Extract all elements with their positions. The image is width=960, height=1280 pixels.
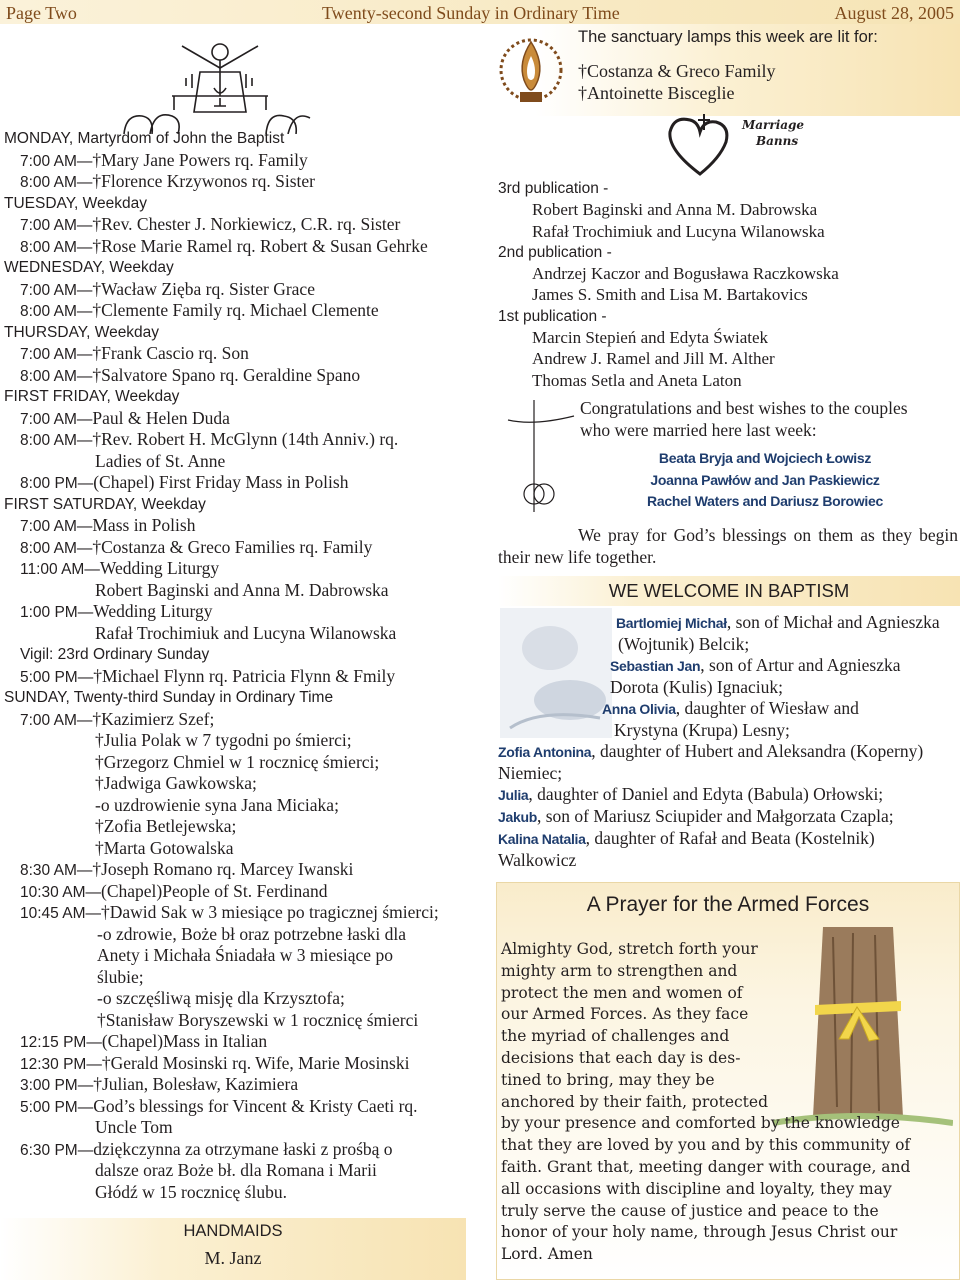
schedule-line: [4, 279, 470, 301]
mass-intention: God’s blessings for Vincent & Kristy Caeti rq.: [93, 1095, 418, 1116]
schedule-line: [4, 601, 470, 623]
banns-label-banns: Banns: [756, 134, 799, 148]
banns-list: [498, 178, 960, 391]
mass-time: 7:00 AM—: [20, 217, 93, 234]
schedule-line: [4, 1139, 470, 1161]
prayer-line: Almighty God, stretch forth your: [501, 940, 758, 958]
handmaids-name: M. Janz: [204, 1248, 262, 1268]
couple-name: Beata Bryja and Wojciech Łowisz: [658, 450, 872, 466]
banns-publication: 3rd publication -: [498, 180, 609, 197]
mass-time: 8:00 AM—: [20, 367, 93, 385]
mass-time: 7:00 AM—: [20, 346, 93, 363]
prayer-line: anchored by their faith, protected: [501, 1092, 769, 1111]
mass-time: 7:00 AM—: [20, 711, 93, 729]
couple-name: Rachel Waters and Dariusz Borowiec: [647, 493, 883, 509]
schedule-line: [4, 537, 470, 559]
schedule-day: TUESDAY, Weekday: [4, 194, 148, 212]
mass-schedule-column: [0, 24, 470, 1280]
mass-time: 8:00 PM—: [20, 475, 94, 492]
schedule-line: [4, 1053, 470, 1075]
baptism-entry: [498, 741, 923, 764]
schedule-line: †Jadwiga Gawkowska;: [95, 773, 257, 793]
mass-time: 7:00 AM—: [20, 518, 93, 535]
mass-intention: Wedding Liturgy: [93, 601, 213, 621]
mass-intention: (Chapel) First Friday Mass in Polish: [93, 472, 349, 492]
schedule-day: WEDNESDAY, Weekday: [4, 259, 174, 276]
schedule-line: [4, 558, 470, 580]
banns-couple: Andrew J. Ramel and Jill M. Alther: [532, 349, 775, 369]
mass-time: 10:30 AM—: [20, 883, 101, 901]
schedule-line: Głódź w 15 rocznicę ślubu.: [95, 1181, 287, 1202]
baptism-header: [498, 576, 960, 606]
mass-time: 8:00 AM—: [20, 174, 93, 191]
mass-intention: †Rev. Chester J. Norkiewicz, C.R. rq. Sister: [92, 214, 401, 234]
mass-intention: †Julian, Bolesław, Kazimiera: [93, 1074, 299, 1094]
schedule-line: [4, 666, 470, 688]
mass-time: 10:45 AM—: [20, 905, 101, 922]
lamp-name: †Costanza & Greco Family: [578, 61, 776, 81]
banns-publication: 1st publication -: [498, 307, 607, 325]
baptism-title: WE WELCOME IN BAPTISM: [608, 580, 850, 601]
bulletin-title: Twenty-second Sunday in Ordinary Time: [322, 3, 620, 23]
baptism-parents: , daughter of Rafał and Beata (Kostelnik): [585, 828, 875, 848]
schedule-line: [4, 214, 470, 236]
prayer-line: truly serve the cause of justice and peace to the: [501, 1201, 879, 1220]
mass-time: 12:15 PM—: [20, 1034, 102, 1051]
baptism-parents: , daughter of Wiesław and: [675, 698, 859, 718]
mass-time: 8:00 AM—: [20, 238, 93, 256]
banns-publication: 2nd publication -: [498, 243, 612, 261]
mass-time: 7:00 AM—: [20, 281, 93, 299]
schedule-line: [4, 1096, 470, 1118]
mass-time: 3:00 PM—: [20, 1077, 94, 1094]
baptism-entry: [616, 612, 940, 635]
prayer-title: A Prayer for the Armed Forces: [586, 893, 870, 916]
schedule-line: [4, 429, 470, 451]
bulletin-date: August 28, 2005: [834, 3, 954, 23]
mass-intention: †Wacław Zięba rq. Sister Grace: [92, 278, 315, 299]
schedule-line: [4, 171, 470, 193]
schedule-line: [4, 236, 470, 258]
page-number: Page Two: [6, 3, 77, 23]
page-header: [0, 0, 960, 24]
prayer-line: faith. Grant that, meeting danger with courage, and: [501, 1157, 911, 1176]
schedule-line: -o uzdrowienie syna Jana Miciaka;: [95, 794, 339, 815]
schedule-day: FIRST FRIDAY, Weekday: [4, 388, 180, 405]
mass-intention: dziękczynna za otrzymane łaski z prośbą o: [93, 1138, 393, 1159]
lamp-flame-icon: [498, 28, 564, 112]
schedule-line: [4, 408, 470, 430]
schedule-line: [4, 343, 470, 365]
mass-intention: †Frank Cascio rq. Son: [92, 343, 249, 363]
prayer-line: tined to bring, may they be: [501, 1070, 715, 1089]
mass-intention: †Salvatore Spano rq. Geraldine Spano: [92, 364, 361, 385]
schedule-line: Vigil: 23rd Ordinary Sunday: [20, 646, 210, 663]
banns-couple: Thomas Setla and Aneta Laton: [532, 370, 742, 390]
schedule-line: -o szczęśliwą misję dla Krzysztofa;: [97, 988, 345, 1008]
baptism-parents: , son of Mariusz Sciupider and Małgorzata Czapla;: [536, 806, 894, 826]
schedule-line: †Julia Polak w 7 tygodni po śmierci;: [95, 730, 352, 750]
schedule-day: MONDAY, Martyrdom of John the Baptist: [4, 130, 285, 147]
blessing-text: We pray for God’s blessings on them as they begin their new life together.: [498, 525, 958, 567]
baptized-name: Anna Olivia: [602, 701, 676, 717]
baptized-name: Kalina Natalia: [498, 831, 586, 847]
baptism-entry: [498, 806, 894, 829]
mass-intention: †Rose Marie Ramel rq. Robert & Susan Gehrke: [92, 235, 428, 256]
congrats-line: Congratulations and best wishes to the couples: [580, 398, 908, 418]
baptized-name: Julia: [498, 787, 529, 803]
schedule-line: [4, 709, 470, 731]
couple-name: Joanna Pawłów and Jan Paskiewicz: [650, 471, 880, 488]
banns-couple: Robert Baginski and Anna M. Dabrowska: [532, 200, 818, 220]
priest-illustration: [116, 38, 316, 134]
schedule-line: †Marta Gotowalska: [95, 837, 234, 858]
schedule-line: Ladies of St. Anne: [95, 450, 226, 471]
baptism-parents: , daughter of Hubert and Aleksandra (Koperny): [591, 741, 924, 761]
schedule-day: SUNDAY, Twenty-third Sunday in Ordinary Time: [4, 689, 334, 706]
cross-rings-icon: [504, 396, 576, 516]
mass-time: 11:00 AM—: [20, 561, 100, 578]
baptism-parents-cont: Krystyna (Krupa) Lesny;: [614, 719, 790, 740]
mass-intention: †Clemente Family rq. Michael Clemente: [92, 300, 379, 320]
baptism-parents-cont: (Wojtunik) Belcik;: [618, 633, 750, 654]
schedule-line: †Zofia Betlejewska;: [95, 816, 237, 836]
congratulations-text: [580, 398, 950, 441]
mass-intention: †Mary Jane Powers rq. Family: [92, 149, 308, 170]
schedule-line: †Grzegorz Chmiel w 1 rocznicę śmierci;: [95, 751, 380, 772]
prayer-line: by your presence and comforted by the knowledge: [501, 1114, 900, 1133]
schedule-line: [4, 859, 470, 881]
mass-intention: Paul & Helen Duda: [92, 407, 230, 428]
banns-couple: Marcin Stepień and Edyta Światek: [532, 328, 769, 348]
schedule-line: -o zdrowie, Boże bł oraz potrzebne łaski dla: [97, 923, 407, 944]
prayer-line: mighty arm to strengthen and: [501, 961, 738, 980]
lamps-title: The sanctuary lamps this week are lit for:: [578, 28, 878, 46]
schedule-line: Anety i Michała Śniadała w 3 miesiące po: [97, 945, 393, 965]
prayer-line: that they are loved by you and by this community of: [501, 1136, 911, 1155]
baptism-entry: [498, 784, 883, 807]
mass-time: 8:00 AM—: [20, 303, 93, 320]
banns-couple: James S. Smith and Lisa M. Bartakovics: [532, 285, 808, 305]
handmaids-box: [0, 1218, 466, 1280]
baptism-parents: , daughter of Daniel and Edyta (Babula) Orłowski;: [528, 784, 884, 804]
mass-intention: (Chapel)Mass in Italian: [101, 1031, 268, 1051]
banns-couple: Andrzej Kaczor and Bogusława Raczkowska: [532, 264, 839, 284]
schedule-line: [4, 881, 470, 903]
prayer-line: honor of your holy name, through Jesus Christ our: [501, 1223, 898, 1242]
baptized-name: Bartlomiej Michał: [616, 615, 727, 631]
mass-time: 5:00 PM—: [20, 668, 94, 686]
baptized-name: Jakub: [498, 809, 537, 825]
baptism-parents-cont: Dorota (Kulis) Ignaciuk;: [610, 676, 784, 697]
schedule-line: [4, 365, 470, 387]
mass-intention: Wedding Liturgy: [99, 558, 220, 578]
prayer-line: our Armed Forces. As they face: [501, 1005, 749, 1024]
mass-intention: †Florence Krzywonos rq. Sister: [92, 171, 315, 191]
schedule-line: Rafał Trochimiuk and Lucyna Wilanowska: [95, 622, 397, 643]
schedule-line: Uncle Tom: [95, 1117, 173, 1137]
married-couples-list: [580, 448, 950, 513]
baptism-parents-cont: Walkowicz: [498, 849, 577, 870]
schedule-line: [4, 515, 470, 537]
mass-time: 1:00 PM—: [20, 604, 94, 621]
mass-time: 7:00 AM—: [20, 410, 93, 428]
mass-time: 12:30 PM—: [20, 1055, 102, 1073]
prayer-line: Lord. Amen: [501, 1245, 593, 1264]
mass-time: 8:00 AM—: [20, 539, 93, 557]
schedule-line: [4, 300, 470, 322]
baptism-parents: , son of Michał and Agnieszka: [726, 612, 940, 632]
mass-intention: †Michael Flynn rq. Patricia Flynn & Fmily: [93, 665, 396, 686]
mass-intention: †Costanza & Greco Families rq. Family: [92, 536, 373, 557]
schedule-line: [4, 902, 470, 924]
schedule-line: Robert Baginski and Anna M. Dabrowska: [95, 579, 389, 600]
baptism-parents: , son of Artur and Agnieszka: [700, 655, 901, 675]
prayer-line: the myriad of challenges and: [501, 1027, 730, 1046]
prayer-line: decisions that each day is des-: [501, 1048, 741, 1067]
sanctuary-lamps-box: [488, 24, 960, 116]
mass-intention: †Dawid Sak w 3 miesiące po tragicznej śmierci;: [101, 902, 439, 922]
prayer-line: protect the men and women of: [501, 983, 743, 1002]
schedule-line: [4, 1031, 470, 1053]
banns-label-marriage: Marriage: [742, 118, 805, 132]
banns-couple: Rafał Trochimiuk and Lucyna Wilanowska: [532, 221, 825, 241]
mass-time: 8:30 AM—: [20, 862, 93, 879]
prayer-line: all occasions with discipline and loyalty, they may: [501, 1179, 892, 1198]
schedule-line: [4, 150, 470, 172]
baptism-photo: [500, 608, 612, 738]
baptized-name: Zofia Antonina: [498, 744, 592, 760]
baptism-entry: [602, 698, 859, 721]
schedule-line: †Stanisław Boryszewski w 1 rocznicę śmierci: [97, 1009, 419, 1030]
congrats-line: who were married here last week:: [580, 419, 817, 440]
schedule-list: [4, 128, 470, 1203]
schedule-line: ślubie;: [97, 966, 144, 987]
mass-intention: Mass in Polish: [92, 515, 196, 535]
schedule-line: [4, 472, 470, 494]
mass-time: 8:00 AM—: [20, 432, 93, 449]
lamp-name: †Antoinette Bisceglie: [578, 83, 735, 103]
mass-time: 5:00 PM—: [20, 1098, 94, 1116]
prayer-text: [501, 939, 957, 1266]
baptism-entry: [498, 828, 875, 851]
mass-intention: †Kazimierz Szef;: [92, 708, 215, 729]
mass-intention: †Gerald Mosinski rq. Wife, Marie Mosinski: [101, 1052, 410, 1073]
mass-time: 6:30 PM—: [20, 1141, 94, 1159]
baptism-entry: [610, 655, 901, 678]
mass-intention: †Rev. Robert H. McGlynn (14th Anniv.) rq.: [92, 429, 399, 449]
mass-intention: †Joseph Romano rq. Marcey Iwanski: [92, 859, 354, 879]
schedule-line: dalsze oraz Boże bł. dla Romana i Marii: [95, 1160, 377, 1180]
mass-intention: (Chapel)People of St. Ferdinand: [101, 880, 328, 901]
mass-time: 7:00 AM—: [20, 152, 93, 170]
baptized-name: Sebastian Jan: [610, 658, 701, 674]
right-column: [488, 24, 960, 1280]
prayer-box: [496, 882, 960, 1280]
schedule-day: THURSDAY, Weekday: [4, 323, 160, 341]
baptism-parents-cont: Niemiec;: [498, 762, 563, 783]
schedule-day: FIRST SATURDAY, Weekday: [4, 495, 206, 513]
handmaids-title: HANDMAIDS: [183, 1222, 283, 1240]
schedule-line: [4, 1074, 470, 1096]
